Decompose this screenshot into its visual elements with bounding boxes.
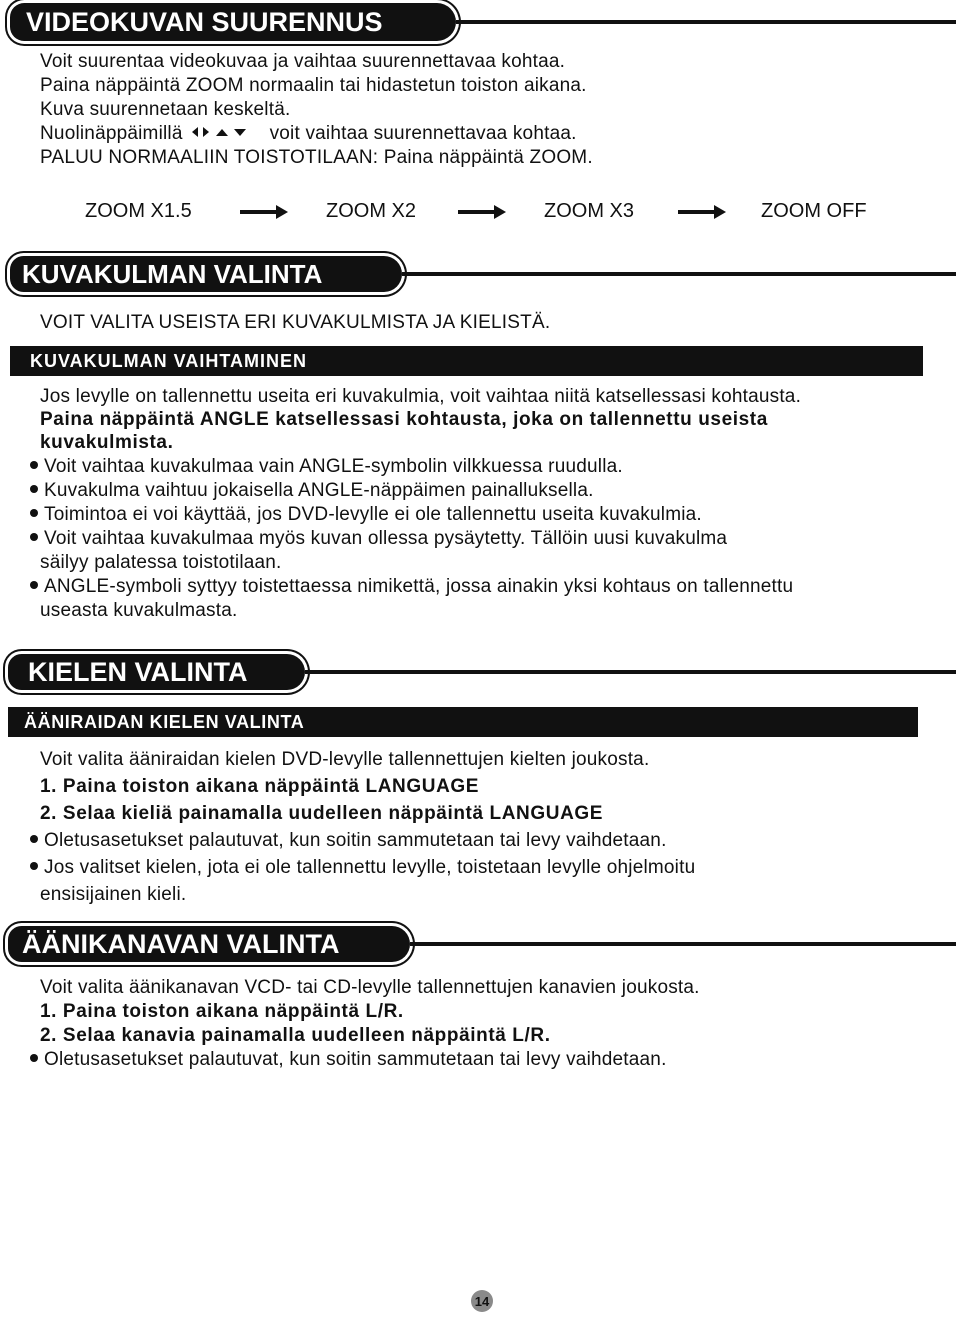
channel-bullet-1 [30,1048,667,1072]
channel-header-rule [410,942,956,946]
angle-subtitle: KUVAKULMAN VAIHTAMINEN [30,350,307,371]
bullet-icon [30,509,38,517]
angle-bullet-3-text: Toimintoa ei voi käyttää, jos DVD-levylle ei ole tallennettu useita kuvakulmia. [44,504,702,525]
language-bullet-1 [30,829,667,853]
channel-section-title: ÄÄNIKANAVAN VALINTA [22,928,340,959]
bullet-icon [30,461,38,469]
zoom-step-4: ZOOM OFF [761,200,867,222]
angle-bullet-4-cont: säilyy palatessa toistotilaan. [40,552,282,573]
angle-section-header [10,256,402,292]
language-bullet-1-text: Oletusasetukset palautuvat, kun soitin sammutetaan tai levy vaihdetaan. [44,830,667,851]
angle-bullet-5-cont: useasta kuvakulmasta. [40,600,238,621]
language-step-1: 1. Paina toiston aikana näppäintä LANGUAGE [40,776,480,797]
zoom-nav-prefix: Nuolinäppäimillä [40,123,183,145]
bullet-icon [30,1054,38,1062]
angle-intro: VOIT VALITA USEISTA ERI KUVAKULMISTA JA KIELISTÄ. [40,312,551,333]
channel-section-header [8,926,410,962]
angle-section-title: KUVAKULMAN VALINTA [22,258,323,289]
angle-bullet-5-text: ANGLE-symboli syttyy toistettaessa nimikettä, jossa ainakin yksi kohtaus on tallennettu [44,576,794,597]
angle-bold-1: Paina näppäintä ANGLE katsellessasi kohtausta, joka on tallennettu useista [40,409,768,430]
zoom-step-3: ZOOM X3 [544,200,635,222]
angle-bullet-4-text: Voit vaihtaa kuvakulmaa myös kuvan ollessa pysäytetty. Tällöin uusi kuvakulma [44,528,728,549]
zoom-line-2: Paina näppäintä ZOOM normaalin tai hidastetun toiston aikana. [40,75,587,96]
angle-bullet-3 [30,503,702,527]
bullet-icon [30,862,38,870]
angle-bullet-1 [30,455,623,479]
arrow-keys-icon [188,122,264,146]
channel-bullet-1-text: Oletusasetukset palautuvat, kun soitin sammutetaan tai levy vaihdetaan. [44,1049,667,1070]
arrow-right-icon [458,204,508,220]
angle-bold-2: kuvakulmista. [40,432,174,453]
angle-line-1: Jos levylle on tallennettu useita eri kuvakulmia, voit vaihtaa niitä katsellessasi kohtausta. [40,386,802,407]
zoom-section-header [10,3,456,41]
zoom-step-2: ZOOM X2 [326,200,417,222]
language-header-rule [305,670,956,674]
language-section-header [8,654,305,690]
zoom-nav-suffix: voit vaihtaa suurennettavaa kohtaa. [269,123,577,145]
language-step-2: 2. Selaa kieliä painamalla uudelleen näppäintä LANGUAGE [40,803,604,824]
page-number: 14 [471,1290,493,1312]
zoom-return-line: PALUU NORMAALIIN TOISTOTILAAN: Paina näppäintä ZOOM. [40,147,593,168]
language-subtitle: ÄÄNIRAIDAN KIELEN VALINTA [24,711,305,732]
language-intro: Voit valita ääniraidan kielen DVD-levylle tallennettujen kielten joukosta. [40,749,650,770]
zoom-nav-line [40,122,577,146]
bullet-icon [30,485,38,493]
zoom-step-1: ZOOM X1.5 [85,200,192,222]
channel-step-2: 2. Selaa kanavia painamalla uudelleen näppäintä L/R. [40,1025,551,1046]
language-bullet-2 [30,856,695,880]
angle-bullet-2 [30,479,594,503]
zoom-header-rule [456,20,956,24]
angle-bullet-5 [30,575,793,599]
arrow-right-icon [240,204,290,220]
angle-bullet-1-text: Voit vaihtaa kuvakulmaa vain ANGLE-symbolin vilkkuessa ruudulla. [44,456,623,477]
channel-intro: Voit valita äänikanavan VCD- tai CD-levylle tallennettujen kanavien joukosta. [40,977,700,998]
bullet-icon [30,581,38,589]
arrow-right-icon [678,204,728,220]
angle-bullet-2-text: Kuvakulma vaihtuu jokaisella ANGLE-näppäimen painalluksella. [44,480,594,501]
zoom-section-title: VIDEOKUVAN SUURENNUS [26,6,383,37]
angle-bullet-4 [30,527,727,551]
language-bullet-2-cont: ensisijainen kieli. [40,884,187,905]
language-section-title: KIELEN VALINTA [28,656,248,687]
language-subtitle-bar [8,707,918,737]
language-bullet-2-text: Jos valitset kielen, jota ei ole tallennettu levylle, toistetaan levylle ohjelmoitu [44,857,696,878]
angle-header-rule [402,272,956,276]
channel-step-1: 1. Paina toiston aikana näppäintä L/R. [40,1001,404,1022]
zoom-line-3: Kuva suurennetaan keskeltä. [40,99,291,120]
bullet-icon [30,533,38,541]
angle-subtitle-bar [10,346,923,376]
zoom-line-1: Voit suurentaa videokuvaa ja vaihtaa suurennettavaa kohtaa. [40,51,566,72]
bullet-icon [30,835,38,843]
